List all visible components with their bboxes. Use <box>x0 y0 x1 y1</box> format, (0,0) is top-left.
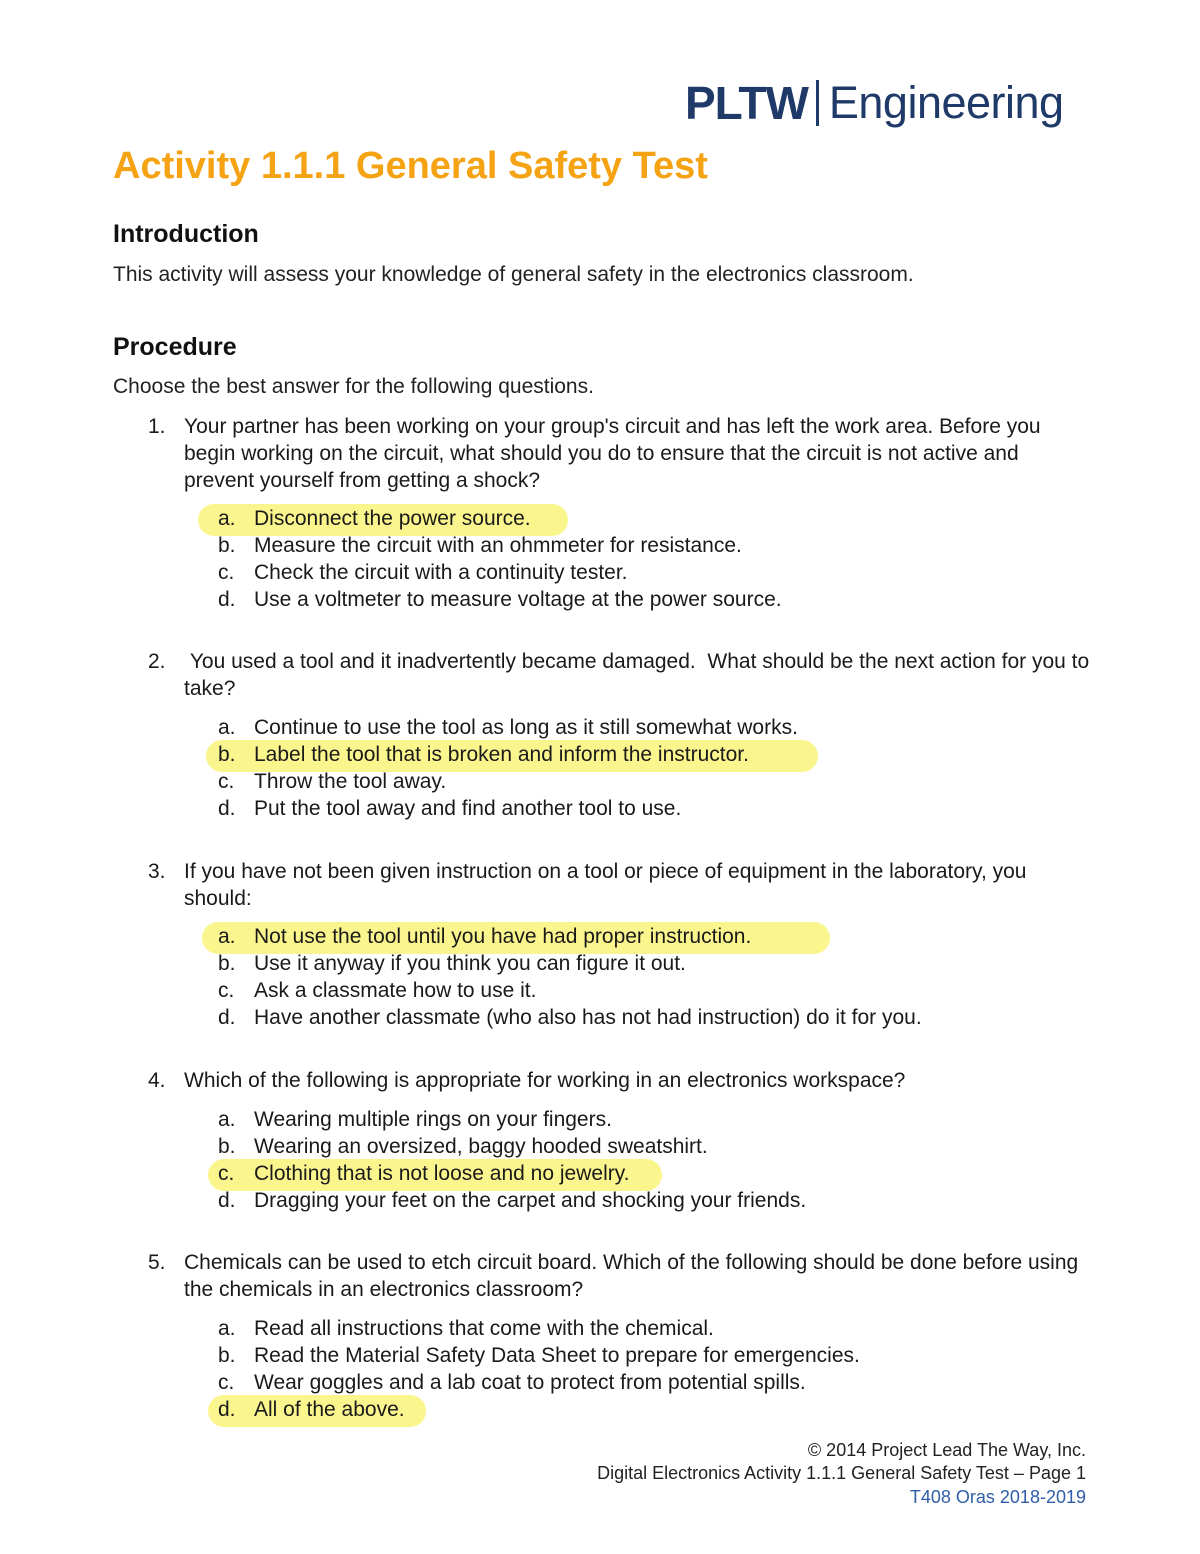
option-letter: c. <box>218 979 235 1002</box>
question-number: 4. <box>148 1069 166 1092</box>
option-text: Clothing that is not loose and no jewelry. <box>254 1162 630 1185</box>
option-text: Wearing multiple rings on your fingers. <box>254 1108 612 1131</box>
option-text: Ask a classmate how to use it. <box>254 979 537 1002</box>
option-letter: c. <box>218 561 235 584</box>
option-letter: d. <box>218 1189 236 1212</box>
option-letter: b. <box>218 743 236 766</box>
question-number: 2. <box>148 650 166 673</box>
option-text: Throw the tool away. <box>254 770 447 793</box>
option-letter: b. <box>218 1135 236 1158</box>
answer-option <box>218 532 742 559</box>
question-text: Chemicals can be used to etch circuit board. Which of the following should be done before using the chemicals in an electronics classroom? <box>184 1251 1079 1301</box>
question-text: Which of the following is appropriate for working in an electronics workspace? <box>184 1069 906 1092</box>
option-text: Wearing an oversized, baggy hooded sweatshirt. <box>254 1135 708 1158</box>
option-letter: a. <box>218 1108 236 1131</box>
question-number: 1. <box>148 415 166 438</box>
option-letter: c. <box>218 770 235 793</box>
option-text: Put the tool away and find another tool to use. <box>254 797 682 820</box>
answer-option <box>218 923 751 950</box>
answer-option <box>218 795 681 822</box>
procedure-heading: Procedure <box>113 333 237 361</box>
pltw-engineering-logo <box>685 78 1064 128</box>
answer-option <box>218 1369 806 1396</box>
option-text: Dragging your feet on the carpet and shocking your friends. <box>254 1189 807 1212</box>
procedure-text: Choose the best answer for the following questions. <box>113 375 594 398</box>
question-number: 3. <box>148 860 166 883</box>
option-text: Read all instructions that come with the chemical. <box>254 1317 714 1340</box>
option-letter: a. <box>218 716 236 739</box>
logo-word: Engineering <box>828 77 1064 128</box>
option-letter: d. <box>218 588 236 611</box>
option-text: Measure the circuit with an ohmmeter for resistance. <box>254 534 742 557</box>
option-letter: c. <box>218 1371 235 1394</box>
option-letter: a. <box>218 925 236 948</box>
option-text: Not use the tool until you have had proper instruction. <box>254 925 752 948</box>
logo-divider <box>816 80 819 126</box>
option-letter: b. <box>218 534 236 557</box>
footer-copyright: © 2014 Project Lead The Way, Inc. <box>807 1440 1086 1460</box>
option-text: All of the above. <box>254 1398 405 1421</box>
option-letter: d. <box>218 797 236 820</box>
option-letter: c. <box>218 1162 235 1185</box>
answer-option <box>218 1106 612 1133</box>
question-number: 5. <box>148 1251 166 1274</box>
introduction-text: This activity will assess your knowledge of general safety in the electronics classroom. <box>113 263 914 286</box>
answer-option <box>218 1133 708 1160</box>
option-letter: d. <box>218 1398 236 1421</box>
option-letter: d. <box>218 1006 236 1029</box>
footer-page-label: Digital Electronics Activity 1.1.1 General Safety Test – Page 1 <box>597 1463 1086 1483</box>
option-letter: b. <box>218 952 236 975</box>
option-text: Read the Material Safety Data Sheet to prepare for emergencies. <box>254 1344 860 1367</box>
option-text: Use a voltmeter to measure voltage at the power source. <box>254 588 782 611</box>
answer-option <box>218 1160 630 1187</box>
option-text: Wear goggles and a lab coat to protect from potential spills. <box>254 1371 806 1394</box>
answer-option <box>218 950 686 977</box>
option-text: Use it anyway if you think you can figure it out. <box>254 952 686 975</box>
answer-option <box>218 559 628 586</box>
answer-option <box>218 1396 405 1423</box>
answer-option <box>218 714 798 741</box>
option-text: Label the tool that is broken and inform the instructor. <box>254 743 749 766</box>
question-text: You used a tool and it inadvertently became damaged. What should be the next action for you to take? <box>184 650 1095 700</box>
answer-option <box>218 741 749 768</box>
answer-option <box>218 1187 806 1214</box>
option-text: Continue to use the tool as long as it still somewhat works. <box>254 716 798 739</box>
answer-option <box>218 505 531 532</box>
page-title: Activity 1.1.1 General Safety Test <box>113 145 708 187</box>
answer-option <box>218 768 446 795</box>
option-text: Check the circuit with a continuity tester. <box>254 561 628 584</box>
answer-option <box>218 1342 860 1369</box>
option-text: Have another classmate (who also has not had instruction) do it for you. <box>254 1006 922 1029</box>
footer-course-code: T408 Oras 2018-2019 <box>909 1487 1086 1507</box>
question-text: Your partner has been working on your group's circuit and has left the work area. Before you begin working on the circuit, what should you do to ensure that the circuit is not active and prevent yourself from getting a shock? <box>184 415 1041 492</box>
option-letter: a. <box>218 507 236 530</box>
answer-option <box>218 586 782 613</box>
option-letter: b. <box>218 1344 236 1367</box>
answer-option <box>218 977 536 1004</box>
question-text: If you have not been given instruction on a tool or piece of equipment in the laboratory, you should: <box>184 860 1027 910</box>
answer-option <box>218 1315 714 1342</box>
introduction-heading: Introduction <box>113 220 259 248</box>
logo-brand: PLTW <box>685 77 808 129</box>
option-text: Disconnect the power source. <box>254 507 531 530</box>
option-letter: a. <box>218 1317 236 1340</box>
answer-option <box>218 1004 922 1031</box>
